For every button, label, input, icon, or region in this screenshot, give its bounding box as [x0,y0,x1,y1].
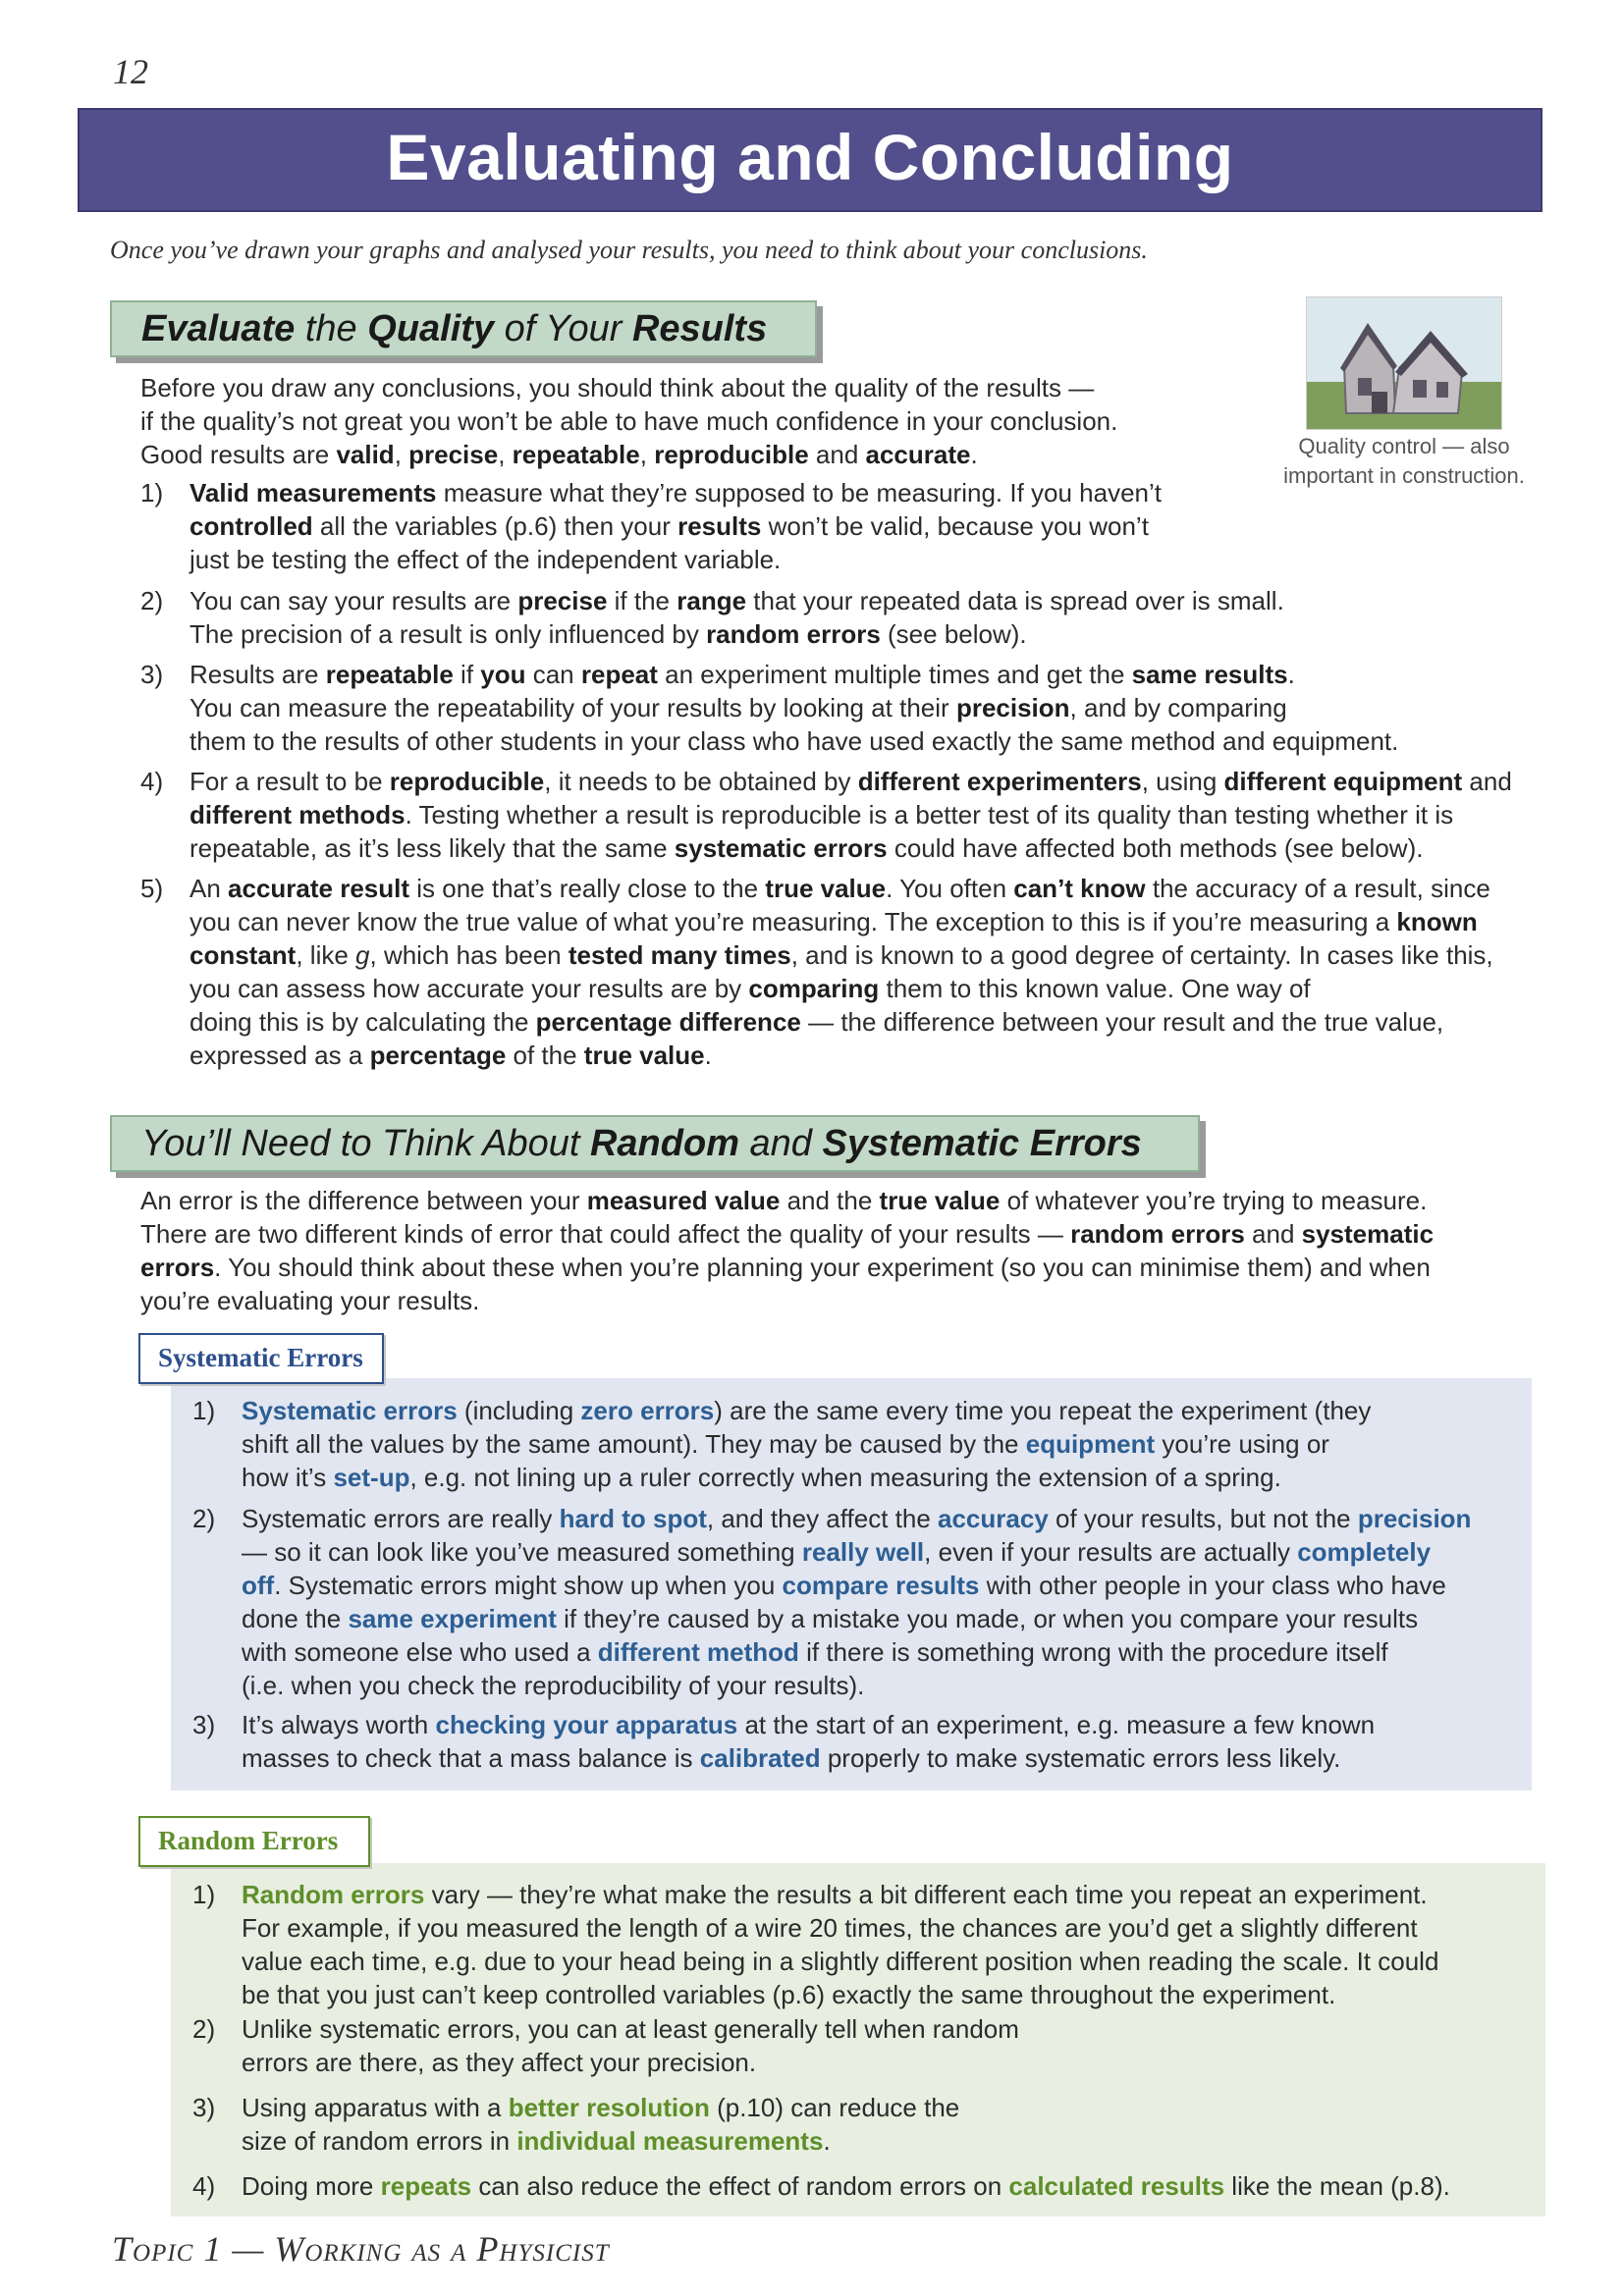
list-text: Using apparatus with a better resolution (p.10) can reduce the size of random errors in individual measurements. [242,2093,960,2156]
section-heading-errors: You’ll Need to Think About Random and Systematic Errors [110,1115,1200,1172]
list-number: 4) [140,767,164,796]
list-text: Results are repeatable if you can repeat an experiment multiple times and get the same results. You can measure the repeatability of your results by looking at their precision, and by comparing them to the results of other students in your class who have used exactly the same method and equipment. [189,660,1399,756]
list-text: Doing more repeats can also reduce the effect of random errors on calculated results like the mean (p.8). [242,2171,1450,2201]
section-intro-paragraph: Before you draw any conclusions, you should think about the quality of the results — if the quality’s not great you won’t be able to have much confidence in your conclusion. Good results are valid, precise, repeatable, reproducible and accurate. [140,373,1118,469]
list-text: An accurate result is one that’s really close to the true value. You often can’t know the accuracy of a result, since you can never know the true value of what you’re measuring. The exception to this is if you’re measuring a known constant, like g, which has been tested many times, and is known to a good degree of certainty. In cases like this, you can assess how accurate your results are by comparing them to this known value. One way of doing this is by calculating the percentage difference — the difference between your result and the true value, expressed as a percentage of the true value. [189,874,1493,1070]
list-text: Random errors vary — they’re what make the results a bit different each time you repeat an experiment. For example, if you measured the length of a wire 20 times, the chances are you’d get a slightly different value each time, e.g. due to your head being in a slightly different position when reading the scale. It could be that you just can’t keep controlled variables (p.6) exactly the same throughout the experiment. [242,1880,1439,2009]
systematic-errors-label: Systematic Errors [138,1333,384,1384]
list-number: 2) [192,1504,216,1533]
list-number: 1) [140,478,164,507]
random-errors-label: Random Errors [138,1816,370,1867]
list-text: Systematic errors (including zero errors) are the same every time you repeat the experiment (they shift all the values by the same amount). They may be caused by the equipment you’re using or how it’s set-up, e.g. not lining up a ruler correctly when measuring the extension of a spring. [242,1396,1372,1492]
list-number: 1) [192,1396,216,1425]
list-number: 5) [140,874,164,903]
list-text: Systematic errors are really hard to spot, and they affect the accuracy of your results, but not the precision — so it can look like you’ve measured something really well, even if your results are actually completely off. Systematic errors might show up when you compare results with other people in your class who have done the same experiment if they’re caused by a mistake you made, or when you compare your results with someone else who used a different method if there is something wrong with the procedure itself (i.e. when you check the reproducibility of your results). [242,1504,1472,1700]
list-number: 3) [140,660,164,689]
list-text: For a result to be reproducible, it needs to be obtained by different experimenters, using different equipment and different methods. Testing whether a result is reproducible is a better test of its quality than testing whether it is repeatable, as it’s less likely that the same systematic errors could have affected both methods (see below). [189,767,1512,863]
list-number: 1) [192,1880,216,1909]
list-text: Unlike systematic errors, you can at least generally tell when random errors are there, as they affect your precision. [242,2014,1019,2077]
photo-caption: Quality control — also important in construction. [1283,434,1525,488]
list-number: 4) [192,2171,216,2201]
list-text: It’s always worth checking your apparatus at the start of an experiment, e.g. measure a few known masses to check that a mass balance is calibrated properly to make systematic errors less likely. [242,1710,1376,1773]
page-number: 12 [113,52,148,91]
title-bar [78,108,1543,212]
list-text: Valid measurements measure what they’re supposed to be measuring. If you haven’t controlled all the variables (p.6) then your results won’t be valid, because you won’t just be testing the effect of the independent variable. [189,478,1163,574]
crooked-house-photo [1306,296,1502,430]
list-number: 2) [140,586,164,615]
footer-topic: Topic 1 — Working as a Physicist [112,2229,610,2269]
page-title: Evaluating and Concluding [386,121,1234,193]
intro-text: Once you’ve drawn your graphs and analysed your results, you need to think about your conclusions. [110,236,1148,264]
section-heading-quality: Evaluate the Quality of Your Results [110,300,817,357]
list-number: 3) [192,2093,216,2122]
errors-intro-paragraph: An error is the difference between your measured value and the true value of whatever you’re trying to measure. There are two different kinds of error that could affect the quality of your results — random errors and systematic errors. You should think about these when you’re planning your experiment (so you can minimise them) and when you’re evaluating your results. [140,1186,1435,1315]
list-number: 3) [192,1710,216,1739]
list-text: You can say your results are precise if the range that your repeated data is spread over is small. The precision of a result is only influenced by random errors (see below). [189,586,1284,649]
list-number: 2) [192,2014,216,2044]
